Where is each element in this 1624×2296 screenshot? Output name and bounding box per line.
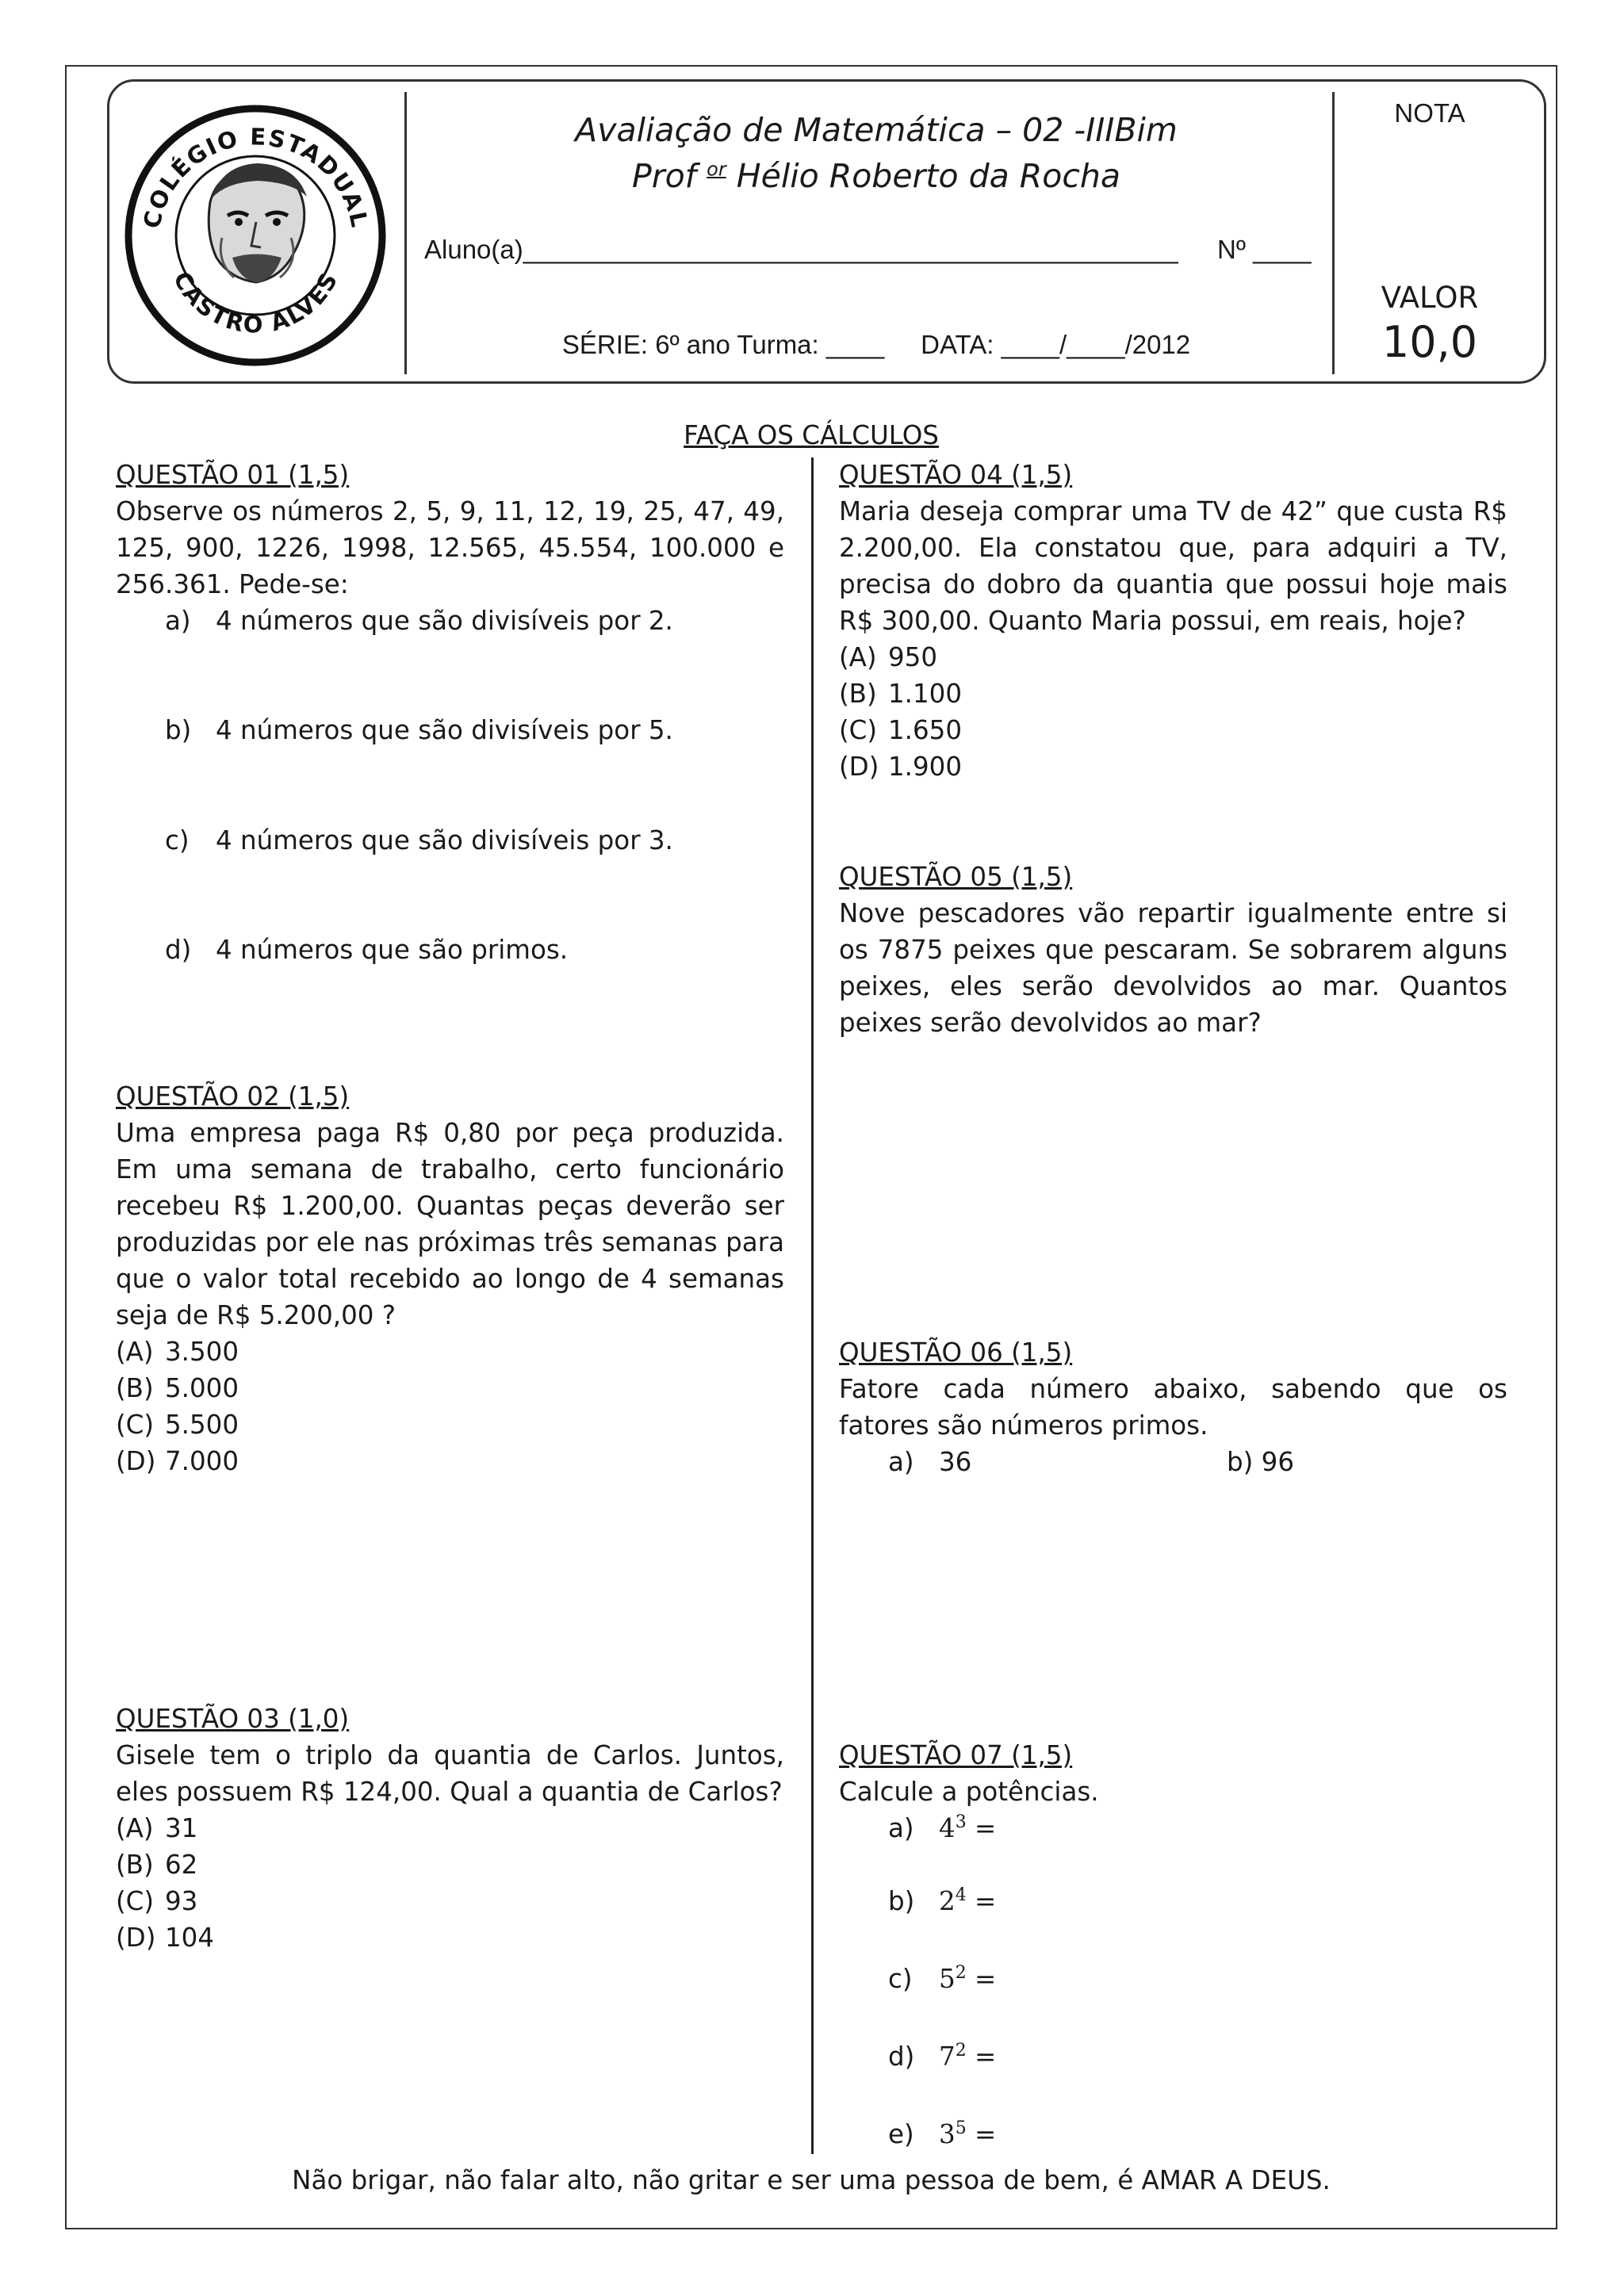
school-logo <box>123 103 389 369</box>
q4-option-a <box>839 639 1507 675</box>
q2-a-text: 3.500 <box>165 1337 239 1367</box>
q7-item-b <box>839 1883 1507 1919</box>
q3-c-key: (C) <box>116 1886 155 1916</box>
q3-option-c <box>116 1883 784 1919</box>
q2-b-text: 5.000 <box>165 1373 239 1403</box>
q3-b-text: 62 <box>165 1850 198 1880</box>
q4-b-text: 1.100 <box>888 679 963 709</box>
q3-a-key: (A) <box>116 1813 154 1843</box>
q4-option-b <box>839 675 1507 712</box>
q7-body: Calcule a potências. <box>839 1777 1099 1807</box>
valor-value: 10,0 <box>1381 317 1478 367</box>
q2-a-key: (A) <box>116 1337 154 1367</box>
aluno-label: Aluno(a) <box>424 235 523 264</box>
q5-body: Nove pescadores vão repartir igualmente entre si os 7875 peixes que pescaram. Se sobrarem alguns peixes, eles serão devolvidos ao mar. Quantos peixes serão devolvidos ao mar? <box>839 898 1507 1038</box>
portrait-icon <box>209 163 307 282</box>
right-column <box>839 457 1507 2153</box>
q4-d-key: (D) <box>839 752 879 782</box>
teacher-prefix: Prof <box>632 157 697 195</box>
q2-body: Uma empresa paga R$ 0,80 por peça produzida. Em uma semana de trabalho, certo funcionário recebeu R$ 1.200,00. Quantas peças deverão ser produzidas por ele nas próximas três semanas para que o valor total recebido ao longo de 4 semanas seja de R$ 5.200,00 ? <box>116 1118 784 1330</box>
q7-a-base: 4 <box>939 1813 956 1843</box>
q7-b-exp: 4 <box>955 1885 967 1906</box>
instructions-heading <box>65 420 1557 450</box>
q7-a-key: a) <box>888 1813 914 1843</box>
q4-option-c <box>839 712 1507 748</box>
q2-option-c <box>116 1406 784 1443</box>
q2-option-a <box>116 1334 784 1370</box>
q1-item-d <box>116 932 784 968</box>
logo-bottom-text: CASTRO ALVES <box>167 266 344 339</box>
exam-title: Avaliação de Matemática – 02 -IIIBim <box>575 111 1178 149</box>
q7-d-base: 7 <box>939 2042 956 2072</box>
nota-label: NOTA <box>1394 98 1465 128</box>
teacher-name: Hélio Roberto da Rocha <box>736 157 1120 195</box>
q2-title: QUESTÃO 02 (1,5) <box>116 1081 350 1112</box>
q3-title: QUESTÃO 03 (1,0) <box>116 1704 350 1734</box>
question-02 <box>116 1078 784 1479</box>
q7-a-eq: = <box>975 1813 997 1843</box>
q3-d-text: 104 <box>165 1923 215 1953</box>
q1-item-b <box>116 712 784 748</box>
q7-item-c <box>839 1961 1507 1997</box>
q1-b-text: 4 números que são divisíveis por 5. <box>216 715 673 745</box>
q1-item-a <box>116 603 784 639</box>
q7-d-eq: = <box>975 2042 997 2072</box>
q7-e-base: 3 <box>939 2119 956 2149</box>
teacher-prefix-sup: or <box>707 158 726 181</box>
numero-blank: ____ <box>1253 235 1312 264</box>
q3-a-text: 31 <box>165 1813 198 1843</box>
q3-body: Gisele tem o triplo da quantia de Carlos. Juntos, eles possuem R$ 124,00. Qual a quantia de Carlos? <box>116 1740 784 1807</box>
q6-items <box>839 1444 1507 1480</box>
teacher-line <box>428 157 1324 195</box>
q1-a-text: 4 números que são divisíveis por 2. <box>216 606 673 636</box>
left-column <box>116 457 784 2153</box>
q3-option-b <box>116 1846 784 1883</box>
q7-item-a <box>839 1810 1507 1846</box>
q3-c-text: 93 <box>165 1886 198 1916</box>
q7-item-e <box>839 2116 1507 2152</box>
q1-title: QUESTÃO 01 (1,5) <box>116 460 350 490</box>
q1-body: Observe os números 2, 5, 9, 11, 12, 19, 25, 47, 49, 125, 900, 1226, 1998, 12.565, 45.554, 100.000 e 256.361. Pede-se: <box>116 496 784 599</box>
q7-e-exp: 5 <box>955 2118 967 2139</box>
q2-option-d <box>116 1443 784 1479</box>
question-03 <box>116 1701 784 1956</box>
valor-label: VALOR <box>1381 281 1479 315</box>
q2-d-text: 7.000 <box>165 1446 239 1476</box>
question-05 <box>839 859 1507 1041</box>
q1-item-c <box>116 822 784 859</box>
q6-a-value: 36 <box>939 1447 972 1477</box>
q7-c-eq: = <box>975 1964 997 1994</box>
aluno-line <box>424 235 1178 265</box>
q2-d-key: (D) <box>116 1446 156 1476</box>
q3-d-key: (D) <box>116 1923 156 1953</box>
q7-c-base: 5 <box>939 1964 956 1994</box>
q3-option-d <box>116 1919 784 1956</box>
footer-message: Não brigar, não falar alto, não gritar e ser uma pessoa de bem, é AMAR A DEUS. <box>292 2165 1331 2195</box>
question-01 <box>116 457 784 603</box>
question-06 <box>839 1334 1507 1480</box>
q4-a-key: (A) <box>839 642 877 672</box>
q2-c-text: 5.500 <box>165 1410 239 1440</box>
q6-a-key: a) <box>888 1447 914 1477</box>
header-divider-left <box>404 92 407 374</box>
numero-line <box>1217 235 1311 265</box>
q7-c-key: c) <box>888 1964 913 1994</box>
q7-title: QUESTÃO 07 (1,5) <box>839 1740 1073 1770</box>
q4-a-text: 950 <box>888 642 938 672</box>
q4-title: QUESTÃO 04 (1,5) <box>839 460 1073 490</box>
serie-data-line: SÉRIE: 6º ano Turma: ____ DATA: ____/____/2012 <box>561 330 1191 359</box>
q7-a-exp: 3 <box>955 1812 967 1833</box>
numero-label: Nº <box>1217 235 1246 264</box>
q1-b-key: b) <box>165 715 192 745</box>
q7-e-eq: = <box>975 2119 997 2149</box>
q1-c-text: 4 números que são divisíveis por 3. <box>216 825 673 855</box>
q7-b-base: 2 <box>939 1886 956 1916</box>
q2-option-b <box>116 1370 784 1406</box>
q1-d-text: 4 números que são primos. <box>216 935 569 965</box>
q6-title: QUESTÃO 06 (1,5) <box>839 1337 1073 1368</box>
q7-d-exp: 2 <box>955 2041 967 2061</box>
q5-title: QUESTÃO 05 (1,5) <box>839 862 1073 892</box>
aluno-blank: _____________________________________________ <box>523 235 1178 264</box>
q2-c-key: (C) <box>116 1410 155 1440</box>
q6-body: Fatore cada número abaixo, sabendo que os fatores são números primos. <box>839 1374 1507 1441</box>
column-divider <box>811 457 814 2154</box>
q7-d-key: d) <box>888 2042 915 2072</box>
q7-e-key: e) <box>888 2119 914 2149</box>
q3-option-a <box>116 1810 784 1846</box>
q4-d-text: 1.900 <box>888 752 963 782</box>
question-07 <box>839 1737 1507 1810</box>
q7-item-d <box>839 2038 1507 2075</box>
q7-c-exp: 2 <box>955 1963 967 1984</box>
instructions-text: FAÇA OS CÁLCULOS <box>684 420 939 450</box>
logo-top-text: COLÉGIO ESTADUAL <box>138 123 373 232</box>
q4-c-text: 1.650 <box>888 715 963 745</box>
q4-option-d <box>839 748 1507 785</box>
q2-b-key: (B) <box>116 1373 154 1403</box>
q7-b-key: b) <box>888 1886 915 1916</box>
q6-b-text: b) 96 <box>1227 1447 1294 1477</box>
q4-body: Maria deseja comprar uma TV de 42” que custa R$ 2.200,00. Ela constatou que, para adquiri a TV, precisa do dobro da quantia que possui hoje mais R$ 300,00. Quanto Maria possui, em reais, hoje? <box>839 496 1507 636</box>
q1-d-key: d) <box>165 935 192 965</box>
q4-b-key: (B) <box>839 679 877 709</box>
q3-b-key: (B) <box>116 1850 154 1880</box>
q7-b-eq: = <box>975 1886 997 1916</box>
q1-a-key: a) <box>165 606 191 636</box>
question-04 <box>839 457 1507 785</box>
q1-c-key: c) <box>165 825 190 855</box>
q4-c-key: (C) <box>839 715 878 745</box>
